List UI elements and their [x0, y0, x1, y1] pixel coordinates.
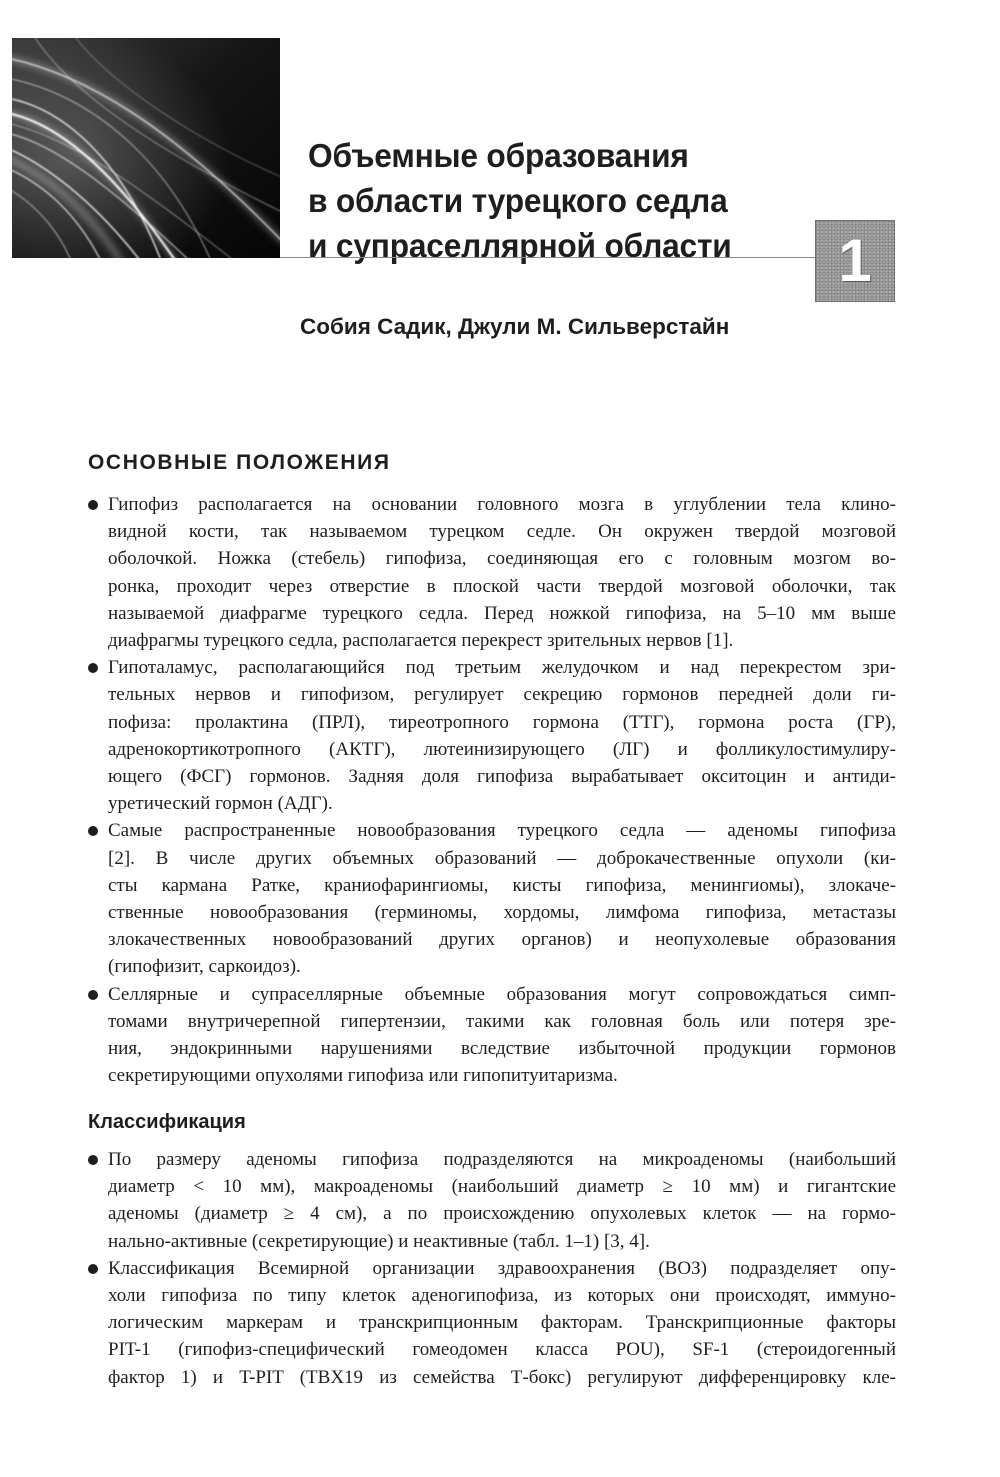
- text-line: оболочкой. Ножка (стебель) гипофиза, соединяющая его с головным мозгом во-: [108, 548, 896, 570]
- bullet-marker: [88, 1264, 98, 1274]
- bullet-item: [108, 981, 896, 1090]
- text-line: адренокортикотропного (АКТГ), лютеинизирующего (ЛГ) и фолликулостимулиру-: [108, 738, 896, 760]
- text-line: Гипоталамус, располагающийся под третьим желудочком и над перекрестом зри-: [108, 657, 896, 679]
- text-line: ния, эндокринными нарушениями вследствие избыточной продукции гормонов: [108, 1038, 896, 1060]
- text-line: логическим маркерам и транскрипционным факторам. Транскрипционные факторы: [108, 1312, 896, 1334]
- authors-line: Собия Садик, Джули М. Сильверстайн: [300, 314, 730, 339]
- text-line: диафрагмы турецкого седла, располагается перекрест зрительных нервов [1].: [108, 630, 734, 652]
- text-line: злокачественных новообразований других органов) и неопухолевые образования: [108, 929, 896, 951]
- text-line: ющего (ФСГ) гормонов. Задняя доля гипофиза вырабатывает окситоцин и антиди-: [108, 766, 896, 788]
- text-line: называемой диафрагме турецкого седла. Перед ножкой гипофиза, на 5–10 мм выше: [108, 602, 896, 624]
- bullet-marker: [88, 826, 98, 836]
- text-line: ственные новообразования (герминомы, хордомы, лимфома гипофиза, метастазы: [108, 902, 896, 924]
- chapter-number: 1: [838, 227, 872, 294]
- text-line: тельных нервов и гипофизом, регулирует секрецию гормонов передней доли ги-: [108, 684, 896, 706]
- chapter-number-badge: [815, 220, 895, 302]
- bullet-marker: [88, 500, 98, 510]
- text-line: [2]. В числе других объемных образований — доброкачественные опухоли (ки-: [108, 847, 896, 869]
- text-line: (гипофизит, саркоидоз).: [108, 956, 301, 978]
- text-line: нально-активные (секретирующие) и неактивные (табл. 1–1) [3, 4].: [108, 1230, 650, 1252]
- bullet-item: [108, 1255, 896, 1391]
- text-line: диаметр < 10 мм), макроаденомы (наибольший диаметр ≥ 10 мм) и гигантские: [108, 1176, 896, 1198]
- text-line: Гипофиз располагается на основании головного мозга в углублении тела клино-: [108, 494, 896, 515]
- section-heading-classification: Классификация: [88, 1111, 246, 1133]
- bullet-list-key-points: [108, 491, 896, 1089]
- text-line: томами внутричерепной гипертензии, такими как головная боль или потеря зре-: [108, 1010, 896, 1032]
- section-heading-key-points: ОСНОВНЫЕ ПОЛОЖЕНИЯ: [88, 451, 391, 474]
- bullet-item: [108, 654, 896, 817]
- chapter-decorative-image: [12, 38, 280, 258]
- text-line: Селлярные и супраселлярные объемные образования могут сопровождаться симп-: [108, 983, 896, 1005]
- text-line: ронка, проходит через отверстие в плоской части твердой мозговой оболочки, так: [108, 575, 896, 597]
- bullet-item: [108, 1146, 896, 1255]
- bullet-list-classification: [108, 1146, 896, 1391]
- text-line: пофиза: пролактина (ПРЛ), тиреотропного гормона (ТТГ), гормона роста (ГР),: [108, 711, 896, 733]
- text-line: холи гипофиза по типу клеток аденогипофиза, из которых они происходят, иммуно-: [108, 1285, 896, 1307]
- chapter-title-line: и супраселлярной области: [308, 227, 732, 264]
- chapter-title-line: Объемные образования: [308, 137, 689, 174]
- text-line: По размеру аденомы гипофиза подразделяются на микроаденомы (наибольший: [108, 1149, 896, 1170]
- chapter-title-line: в области турецкого седла: [308, 182, 728, 219]
- chapter-title: [308, 133, 732, 268]
- text-line: фактор 1) и T-PIT (TBX19 из семейства Т-бокс) регулируют дифференцировку кле-: [108, 1366, 896, 1388]
- text-line: аденомы (диаметр ≥ 4 см), а по происхождению опухолевых клеток — на гормо-: [108, 1203, 896, 1225]
- text-line: Классификация Всемирной организации здравоохранения (ВОЗ) подразделяет опу-: [108, 1257, 896, 1279]
- text-line: PIT-1 (гипофиз-специфический гомеодомен класса POU), SF-1 (стероидогенный: [108, 1339, 896, 1361]
- bullet-marker: [88, 990, 98, 1000]
- text-line: Самые распространенные новообразования турецкого седла — аденомы гипофиза: [108, 820, 896, 842]
- title-rule: [280, 257, 815, 258]
- bullet-marker: [88, 1155, 98, 1165]
- text-line: уретический гормон (АДГ).: [108, 793, 333, 815]
- text-line: секретирующими опухолями гипофиза или гипопитуитаризма.: [108, 1065, 618, 1087]
- text-line: сты кармана Ратке, краниофарингиомы, кисты гипофиза, менингиомы), злокаче-: [108, 874, 896, 896]
- bullet-marker: [88, 663, 98, 673]
- bullet-item: [108, 491, 896, 654]
- text-line: видной кости, так называемом турецком седле. Он окружен твердой мозговой: [108, 521, 896, 543]
- bullet-item: [108, 817, 896, 980]
